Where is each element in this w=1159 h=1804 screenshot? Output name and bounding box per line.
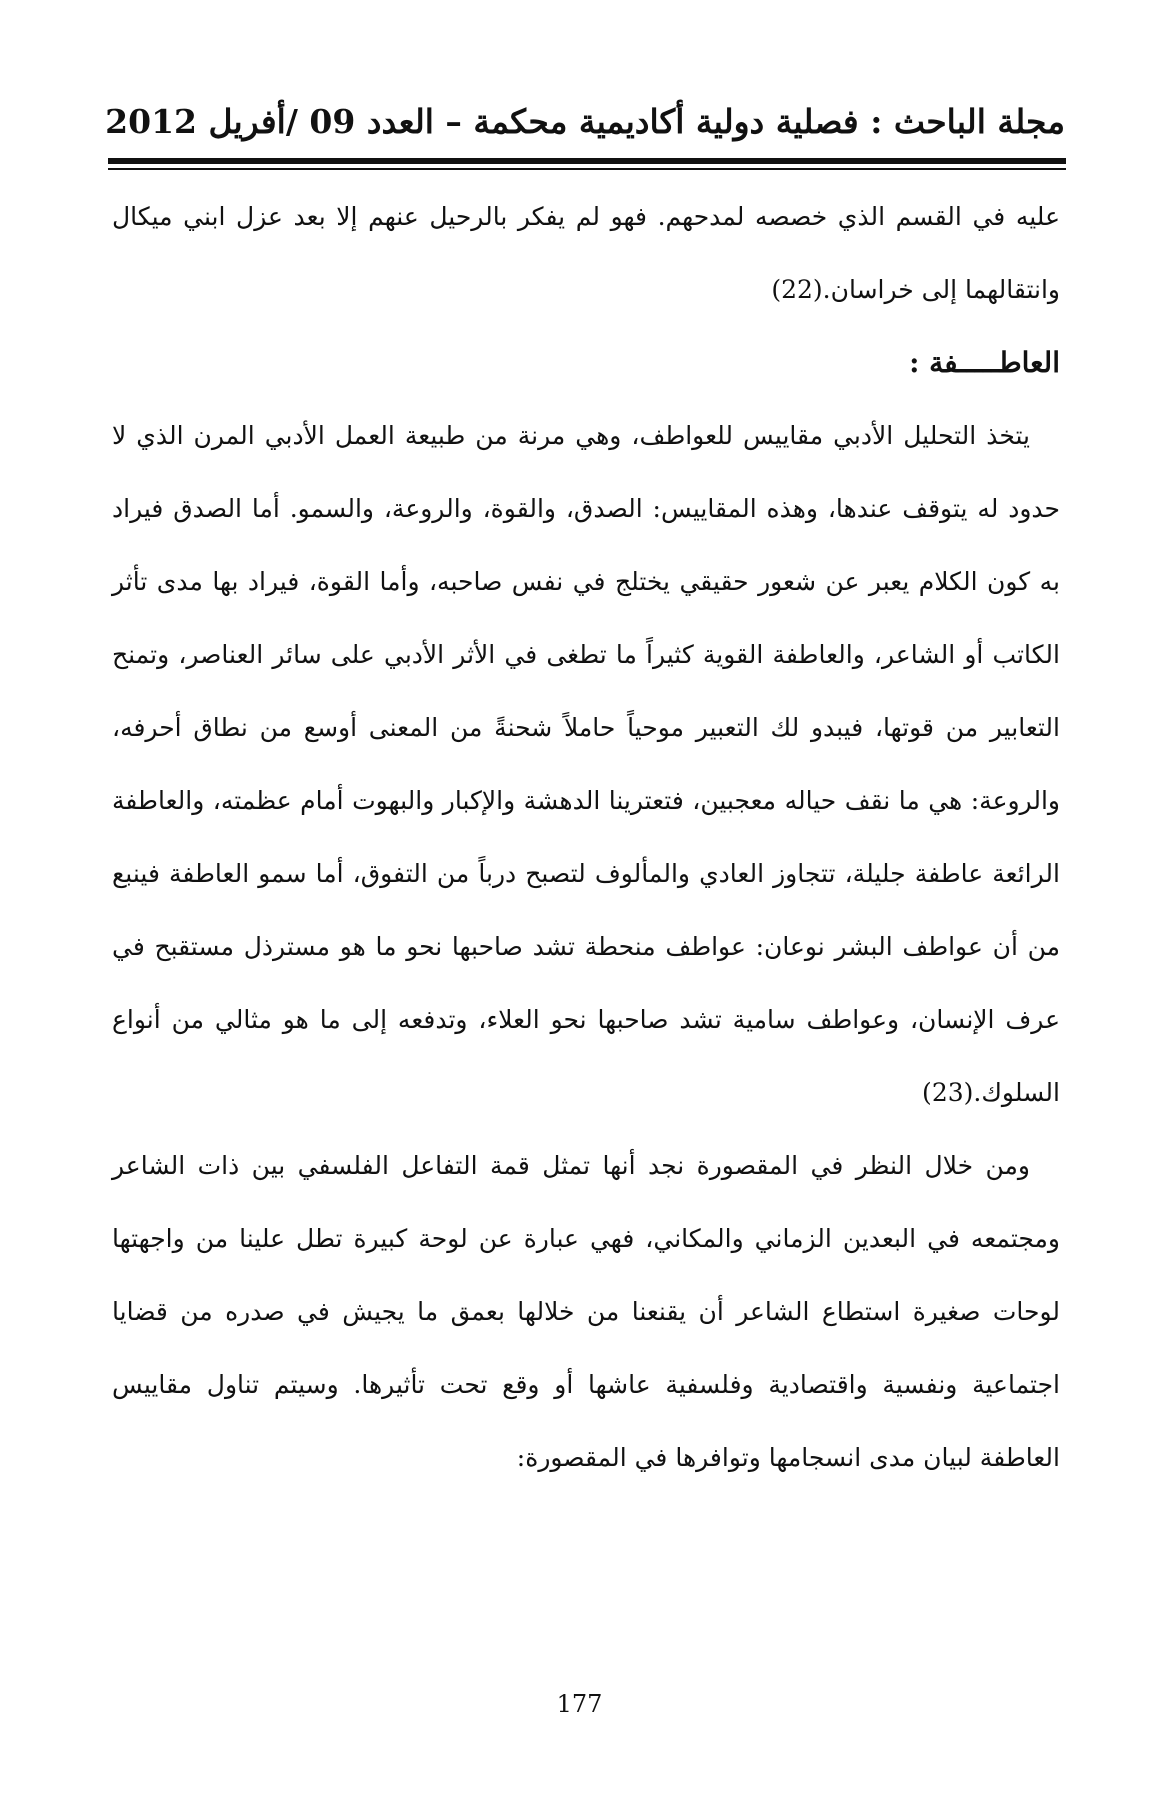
journal-header: مجلة الباحث : فصلية دولية أكاديمية محكمة – العدد 09 /أفريل 2012 <box>105 102 1065 141</box>
paragraph-emotion-measures: يتخذ التحليل الأدبي مقاييس للعواطف، وهي مرنة من طبيعة العمل الأدبي المرن الذي لا حدود له يتوقف عندها، وهذه المقاييس: الصدق، والقوة، والروعة، والسمو. أما الصدق فيراد به كون الكلام يعبر عن شعور حقيقي يختلج في نفس صاحبه، وأما القوة، فيراد بها مدى تأثر الكاتب أو الشاعر، والعاطفة القوية كثيراً ما تطغى في الأثر الأدبي على سائر العناصر، وتمنح التعابير من قوتها، فيبدو لك التعبير موحياً حاملاً شحنةً من المعنى أوسع من نطاق أحرفه، والروعة: هي ما نقف حياله معجبين، فتعترينا الدهشة والإكبار والبهوت أمام عظمته، والعاطفة الرائعة عاطفة جليلة، تتجاوز العادي والمألوف لتصبح درباً من التفوق، أما سمو العاطفة فينبع من أن عواطف البشر نوعان: عواطف منحطة تشد صاحبها نحو ما هو مسترذل مستقبح في عرف الإنسان، وعواطف سامية تشد صاحبها نحو العلاء، وتدفعه إلى ما هو مثالي من أنواع السلوك.(23) <box>112 421 1060 1107</box>
paragraph-continuation: عليه في القسم الذي خصصه لمدحهم. فهو لم يفكر بالرحيل عنهم إلا بعد عزل ابني ميكال وانتقالهما إلى خراسان.(22) <box>112 202 1060 304</box>
header-rule-thin <box>108 168 1066 170</box>
page-number: 177 <box>556 1690 603 1718</box>
section-heading-emotion: العاطـــــفة : <box>909 346 1060 379</box>
body-text <box>112 180 1060 1494</box>
header-rule-thick <box>108 158 1066 164</box>
paragraph-maqsura: ومن خلال النظر في المقصورة نجد أنها تمثل قمة التفاعل الفلسفي بين ذات الشاعر ومجتمعه في البعدين الزماني والمكاني، فهي عبارة عن لوحة كبيرة تطل علينا من واجهتها لوحات صغيرة استطاع الشاعر أن يقنعنا من خلالها بعمق ما يجيش في صدره من قضايا اجتماعية ونفسية واقتصادية وفلسفية عاشها أو وقع تحت تأثيرها. وسيتم تناول مقاييس العاطفة لبيان مدى انسجامها وتوافرها في المقصورة: <box>112 1151 1060 1472</box>
